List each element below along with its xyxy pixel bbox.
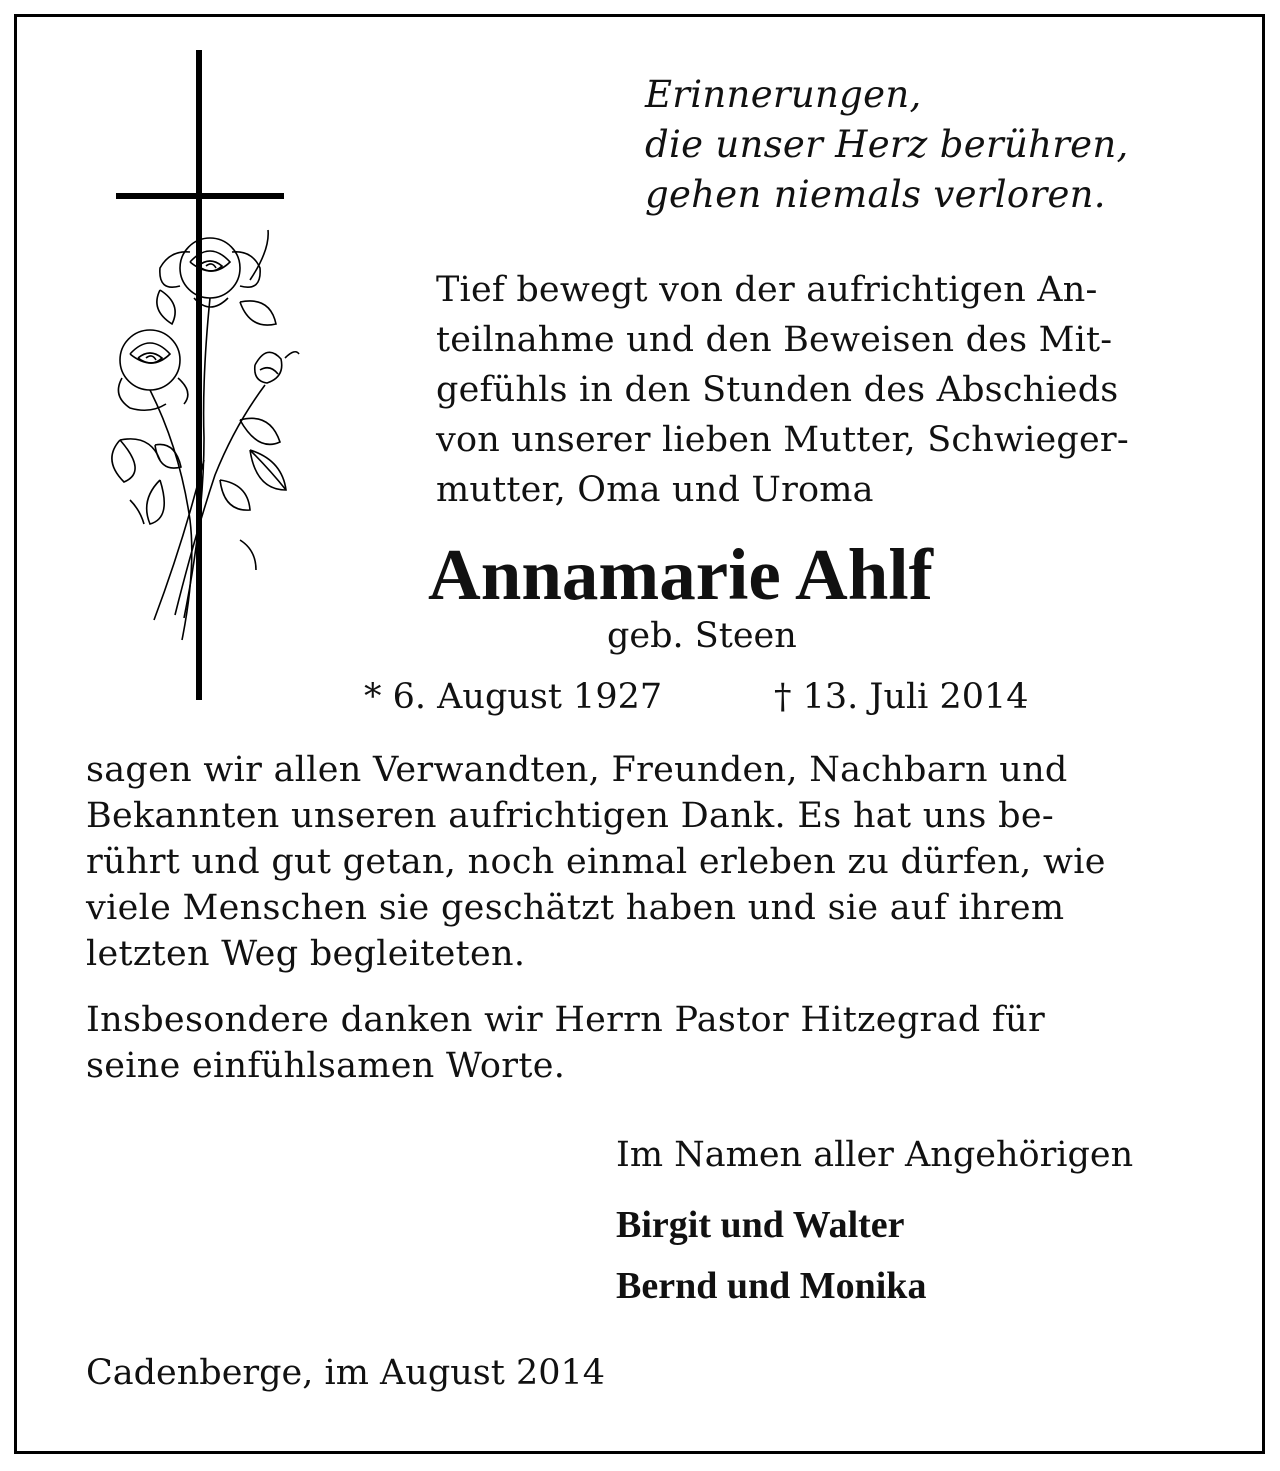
deceased-name: Annamarie Ahlf: [428, 534, 933, 615]
thanks-paragraph: sagen wir allen Verwandten, Freunden, Nachbarn und Bekannten unseren aufrichtigen Dank. Es hat uns be- rührt und gut getan, noch einmal erleben zu dürfen, wie viele Menschen sie geschätzt haben und sie auf ihrem letzten Weg begleiteten.: [86, 750, 1106, 974]
place-date: Cadenberge, im August 2014: [86, 1353, 606, 1393]
memorial-quote: Erinnerungen, die unser Herz berühren, gehen niemals verloren.: [645, 73, 1129, 216]
pastor-thanks-paragraph: Insbesondere danken wir Herrn Pastor Hitzegrad für seine einfühlsamen Worte.: [86, 1000, 1045, 1086]
birth-name: geb. Steen: [607, 616, 797, 656]
death-date: † 13. Juli 2014: [774, 677, 1029, 717]
life-dates: [364, 674, 1029, 720]
signatory: Bernd und Monika: [616, 1265, 927, 1307]
on-behalf-line: Im Namen aller Angehörigen: [616, 1135, 1134, 1175]
cross-with-roses-icon: [100, 40, 320, 710]
intro-text: Tief bewegt von der aufrichtigen An- teilnahme und den Beweisen des Mit- gefühls in den Stunden des Abschieds von unserer lieben Mutter, Schwieger- mutter, Oma und Uroma: [436, 270, 1129, 510]
birth-date: * 6. August 1927: [364, 677, 663, 717]
signatory: Birgit und Walter: [616, 1204, 905, 1246]
